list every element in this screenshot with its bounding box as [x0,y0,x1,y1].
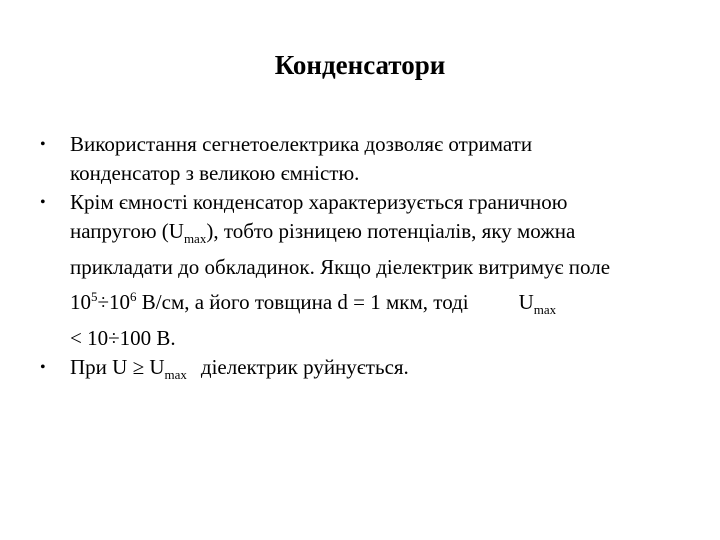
bullet-marker: • [40,194,46,211]
bullet3-pre: При U ≥ U [70,355,165,379]
bullet-item [40,188,690,353]
umax-subscript: max [533,302,557,317]
bullet3-line1 [70,353,690,389]
bullet2-line2 [70,217,690,253]
bullet1-line2: конденсатор з великою ємністю. [70,161,360,185]
bullet2-line2-post: ), тобто різницею потенціалів, яку можна [206,219,576,243]
slide-title: Конденсатори [274,50,446,80]
bullet3-post: діелектрик руйнується. [200,355,409,379]
field-exponent-2: 6 [130,289,137,304]
bullet2-line5: < 10÷100 В. [70,326,176,350]
bullet2-line3: прикладати до обкладинок. Якщо діелектрик витримує поле [70,255,611,279]
bullet2-line4-text: В/см, а його товщина d = 1 мкм, тоді [136,290,469,314]
field-exponent-1: 5 [91,289,98,304]
field-value-base: 10 [70,290,91,314]
umax-subscript: max [183,231,207,246]
umax-subscript: max [164,367,187,382]
bullet-item [40,353,690,389]
bullet2-line4 [70,282,690,324]
bullet-list [40,130,690,389]
bullet-marker: • [40,136,46,153]
umax-symbol: U [518,290,534,314]
bullet-item [40,130,690,188]
bullet2-line2-pre: напругою (U [70,219,184,243]
bullet1-line1: Використання сегнетоелектрика дозволяє отримати [70,132,533,156]
bullet-marker: • [40,359,46,376]
bullet2-line1: Крім ємності конденсатор характеризується граничною [70,190,568,214]
field-value-range: ÷10 [97,290,131,314]
